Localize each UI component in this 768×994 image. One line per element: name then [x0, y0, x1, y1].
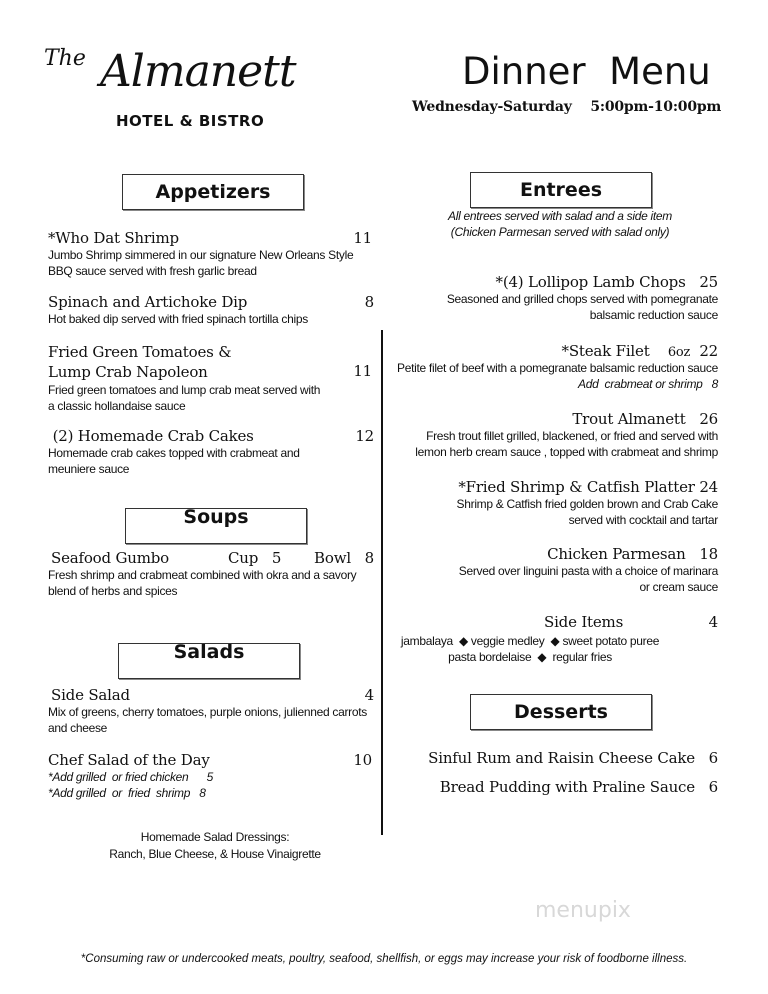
item-price: 6: [708, 778, 718, 796]
item-price: 22: [699, 342, 718, 360]
item-name: Bread Pudding with Praline Sauce: [439, 778, 695, 796]
menu-item: [380, 410, 718, 460]
item-price: 18: [699, 545, 718, 563]
item-addon: *Add grilled or fried shrimp 8: [48, 786, 206, 800]
side-items-title: Side Items: [544, 613, 624, 631]
menu-item: [380, 749, 718, 767]
side-item: pasta bordelaise: [448, 650, 532, 664]
menu-item: [48, 342, 376, 414]
item-price: 8: [364, 293, 374, 311]
item-name: *Who Dat Shrimp: [48, 229, 179, 247]
item-price: 10: [353, 751, 372, 769]
item-price-cup: Cup 5: [228, 549, 282, 567]
note-line: (Chicken Parmesan served with salad only): [450, 225, 670, 239]
item-size: 6oz: [667, 345, 691, 360]
item-addon: Add crabmeat or shrimp 8: [578, 377, 718, 391]
item-price-bowl: Bowl 8: [314, 549, 374, 567]
item-name: *Fried Shrimp & Catfish Platter: [458, 478, 695, 496]
item-price: 24: [699, 478, 718, 496]
section-soups: [125, 508, 307, 544]
item-name: Lump Crab Napoleon: [48, 363, 208, 381]
menu-item: [48, 427, 376, 477]
section-appetizers: [122, 174, 304, 210]
item-desc: Seasoned and grilled chops served with pomegranate: [446, 292, 718, 306]
side-items-price: 4: [708, 613, 718, 631]
section-title: Soups: [183, 506, 249, 528]
item-desc: Homemade crab cakes topped with crabmeat and: [48, 446, 300, 460]
item-desc: a classic hollandaise sauce: [48, 399, 186, 413]
section-salads: [118, 643, 300, 679]
logo-the: The: [44, 46, 86, 71]
hours: Wednesday-Saturday 5:00pm-10:00pm: [412, 99, 722, 115]
item-name: Side Salad: [51, 686, 130, 704]
page-title: Dinner Menu: [462, 50, 711, 93]
logo-sub: HOTEL & BISTRO: [116, 112, 265, 130]
note-line: All entrees served with salad and a side item: [448, 209, 672, 223]
item-desc: served with cocktail and tartar: [568, 513, 718, 527]
item-price: 25: [699, 273, 718, 291]
section-title: Entrees: [519, 179, 603, 201]
item-desc: Fried green tomatoes and lump crab meat served with: [48, 383, 321, 397]
side-item: sweet potato puree: [562, 634, 660, 648]
item-price: 12: [355, 427, 374, 445]
item-desc: or cream sauce: [639, 580, 718, 594]
menu-item: [48, 549, 376, 599]
item-desc: and cheese: [48, 721, 108, 735]
entree-note: [420, 208, 700, 240]
item-desc: Mix of greens, cherry tomatoes, purple onions, julienned carrots: [48, 705, 367, 719]
item-addon: *Add grilled or fried chicken 5: [48, 770, 213, 784]
item-name: Chef Salad of the Day: [48, 751, 210, 769]
menu-item: [48, 751, 376, 801]
item-name: (2) Homemade Crab Cakes: [48, 427, 254, 445]
menu-item: [48, 229, 376, 279]
item-name: Trout Almanett: [572, 410, 686, 428]
watermark: menupix: [535, 898, 631, 923]
item-name: *Steak Filet: [561, 342, 650, 360]
section-title: Salads: [173, 641, 245, 663]
dressings-list: Ranch, Blue Cheese, & House Vinaigrette: [109, 847, 321, 861]
item-price: 11: [353, 229, 372, 247]
item-desc: Fresh trout fillet grilled, blackened, or fried and served with: [426, 429, 718, 443]
item-desc: Shrimp & Catfish fried golden brown and Crab Cake: [456, 497, 718, 511]
item-name: *(4) Lollipop Lamb Chops: [495, 273, 686, 291]
item-desc: balsamic reduction sauce: [589, 308, 718, 322]
item-desc: Fresh shrimp and crabmeat combined with okra and a savory: [48, 568, 357, 582]
item-price: 26: [699, 410, 718, 428]
footer-disclaimer: *Consuming raw or undercooked meats, poultry, seafood, shellfish, or eggs may increase your risk of foodborne illness.: [80, 953, 688, 965]
section-entrees: [470, 172, 652, 208]
item-price: 4: [364, 686, 374, 704]
logo: [40, 42, 296, 134]
section-title: Appetizers: [155, 181, 271, 203]
item-desc: lemon herb cream sauce , topped with crabmeat and shrimp: [415, 445, 718, 459]
side-items-list: jambalaya ◆ veggie medley ◆ sweet potato puree pasta bordelaise ◆ regular fries: [400, 634, 660, 664]
item-name: Spinach and Artichoke Dip: [48, 293, 248, 311]
menu-item: [380, 478, 718, 528]
section-desserts: [470, 694, 652, 730]
salad-dressings: [80, 829, 350, 863]
menu-item: [380, 778, 718, 796]
logo-name: Almanett: [100, 46, 296, 97]
item-desc: Served over linguini pasta with a choice of marinara: [458, 564, 718, 578]
item-price: 6: [708, 749, 718, 767]
dressings-title: Homemade Salad Dressings:: [140, 830, 290, 844]
menu-item: [380, 342, 718, 392]
side-item: veggie medley: [470, 634, 545, 648]
item-desc: Petite filet of beef with a pomegranate balsamic reduction sauce: [397, 361, 718, 375]
side-item: regular fries: [552, 650, 612, 664]
item-desc: Hot baked dip served with fried spinach tortilla chips: [48, 312, 308, 326]
item-desc: meuniere sauce: [48, 462, 130, 476]
menu-item: [380, 273, 718, 323]
side-item: jambalaya: [400, 634, 453, 648]
item-name: Chicken Parmesan: [547, 545, 686, 563]
item-desc: Jumbo Shrimp simmered in our signature New Orleans Style: [48, 248, 354, 262]
item-price: 11: [353, 362, 372, 380]
menu-item: [380, 545, 718, 595]
item-name: Sinful Rum and Raisin Cheese Cake: [428, 749, 695, 767]
item-name: Fried Green Tomatoes &: [48, 343, 232, 361]
section-title: Desserts: [514, 701, 608, 723]
menu-item: [48, 686, 376, 736]
item-name: Seafood Gumbo: [51, 549, 169, 567]
item-desc: BBQ sauce served with fresh garlic bread: [48, 264, 257, 278]
menu-item: [48, 293, 376, 327]
item-desc: blend of herbs and spices: [48, 584, 178, 598]
